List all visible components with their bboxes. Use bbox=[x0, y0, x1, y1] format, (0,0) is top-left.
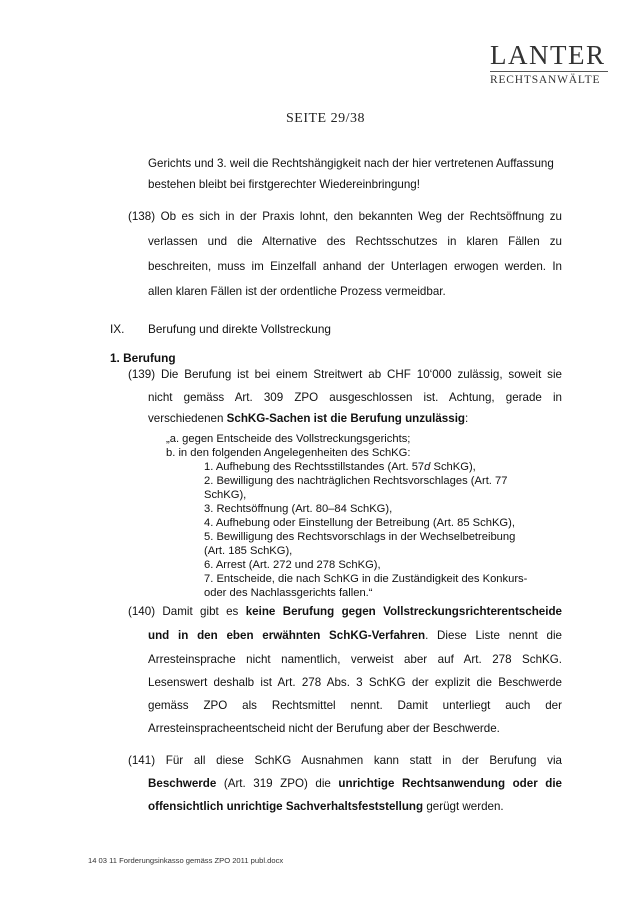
p140-line-5: gemäss ZPO als Rechtsmittel nennt. Damit unterliegt auch der bbox=[148, 699, 562, 712]
p139-line-1: (139) Die Berufung ist bei einem Streitwert ab CHF 10‘000 zulässig, soweit sie bbox=[128, 368, 562, 381]
p140-line-4: Lesenswert deshalb ist Art. 278 Abs. 3 SchKG der explizit die Beschwerde bbox=[148, 676, 562, 689]
p140-line-3: Arresteinsprache nicht namentlich, verweist aber auf Art. 278 SchKG. bbox=[148, 653, 562, 666]
company-logo bbox=[490, 42, 608, 86]
quote-sub-item-6: 6. Arrest (Art. 272 und 278 SchKG), bbox=[204, 559, 381, 571]
p141-line-2 bbox=[148, 773, 562, 794]
p141-line-3-b: gerügt werden. bbox=[423, 800, 504, 813]
p140-line-1-a: (140) Damit gibt es bbox=[128, 605, 246, 618]
p139-line-3 bbox=[148, 408, 468, 429]
footer-filename: 14 03 11 Forderungsinkasso gemäss ZPO 2011 publ.docx bbox=[88, 856, 284, 865]
p141-line-3-bold: offensichtlich unrichtige Sachverhaltsfeststellung bbox=[148, 800, 424, 813]
p141-line-1: (141) Für all diese SchKG Ausnahmen kann statt in der Berufung via bbox=[128, 754, 562, 767]
quote-sub-item-1-italic: d bbox=[424, 461, 431, 473]
p139-line-3-c: : bbox=[465, 412, 469, 425]
p141-line-2-bold-a: Beschwerde bbox=[148, 777, 217, 790]
logo-subtitle: RECHTSANWÄLTE bbox=[490, 74, 601, 86]
p138-line-3: beschreiten, muss im Einzelfall anhand der Unterlagen erwogen werden. In bbox=[148, 260, 562, 273]
quote-item-a: „a. gegen Entscheide des Vollstreckungsgerichts; bbox=[166, 433, 411, 445]
p140-line-6: Arresteinspracheentscheid nicht der Berufung aber der Beschwerde. bbox=[148, 722, 500, 735]
p141-line-2-b: (Art. 319 ZPO) die bbox=[216, 777, 339, 790]
quote-sub-item-2: 2. Bewilligung des nachträglichen Rechtsvorschlages (Art. 77 bbox=[204, 475, 508, 487]
p139-line-3-bold: SchKG-Sachen ist die Berufung unzulässig bbox=[226, 412, 465, 425]
p141-line-3 bbox=[148, 796, 504, 817]
quote-sub-item-5: 5. Bewilligung des Rechtsvorschlags in der Wechselbetreibung bbox=[204, 531, 516, 543]
p140-line-2-bold: und in den eben erwähnten SchKG-Verfahren bbox=[148, 629, 426, 642]
p140-line-2 bbox=[148, 625, 562, 646]
p138-line-1: (138) Ob es sich in der Praxis lohnt, den bekannten Weg der Rechtsöffnung zu bbox=[128, 210, 562, 223]
quote-sub-item-4: 4. Aufhebung oder Einstellung der Betreibung (Art. 85 SchKG), bbox=[204, 517, 515, 529]
p139-line-2: nicht gemäss Art. 309 ZPO ausgeschlossen ist. Achtung, gerade in bbox=[148, 391, 562, 404]
continuation-line-1: Gerichts und 3. weil die Rechtshängigkeit nach der hier vertretenen Auffassung bbox=[148, 157, 554, 170]
quote-sub-item-5-cont: (Art. 185 SchKG), bbox=[204, 545, 293, 557]
page-number: SEITE 29/38 bbox=[286, 111, 365, 126]
p140-line-1 bbox=[128, 601, 562, 622]
quote-sub-item-1-a: 1. Aufhebung des Rechtsstillstandes (Art. 57 bbox=[204, 461, 425, 473]
section-number: IX. bbox=[110, 322, 125, 336]
p140-line-2-b: . Diese Liste nennt die bbox=[425, 629, 562, 642]
p139-line-3-a: verschiedenen bbox=[148, 412, 227, 425]
section-title: Berufung und direkte Vollstreckung bbox=[148, 322, 331, 336]
subsection-heading: 1. Berufung bbox=[110, 351, 176, 365]
p138-line-2: verlassen und die Alternative des Rechtsschutzes in klaren Fällen zu bbox=[148, 235, 562, 248]
p140-line-1-bold: keine Berufung gegen Vollstreckungsrichterentscheide bbox=[245, 605, 562, 618]
logo-name: LANTER bbox=[490, 40, 606, 70]
quote-sub-item-2-cont: SchKG), bbox=[204, 489, 247, 501]
p141-line-2-bold-c: unrichtige Rechtsanwendung oder die bbox=[338, 777, 562, 790]
p138-line-4: allen klaren Fällen ist der ordentliche Prozess vermeidbar. bbox=[148, 285, 446, 298]
quote-sub-item-1 bbox=[204, 460, 476, 474]
quote-sub-item-7: 7. Entscheide, die nach SchKG in die Zuständigkeit des Konkurs- bbox=[204, 573, 528, 585]
quote-sub-item-7-cont: oder des Nachlassgerichts fallen.“ bbox=[204, 587, 373, 599]
logo-divider bbox=[490, 71, 608, 72]
quote-sub-item-1-c: SchKG), bbox=[430, 461, 476, 473]
continuation-line-2: bestehen bleibt bei firstgerechter Wiedereinbringung! bbox=[148, 178, 420, 191]
quote-sub-item-3: 3. Rechtsöffnung (Art. 80–84 SchKG), bbox=[204, 503, 393, 515]
quote-item-b: b. in den folgenden Angelegenheiten des SchKG: bbox=[166, 447, 411, 459]
